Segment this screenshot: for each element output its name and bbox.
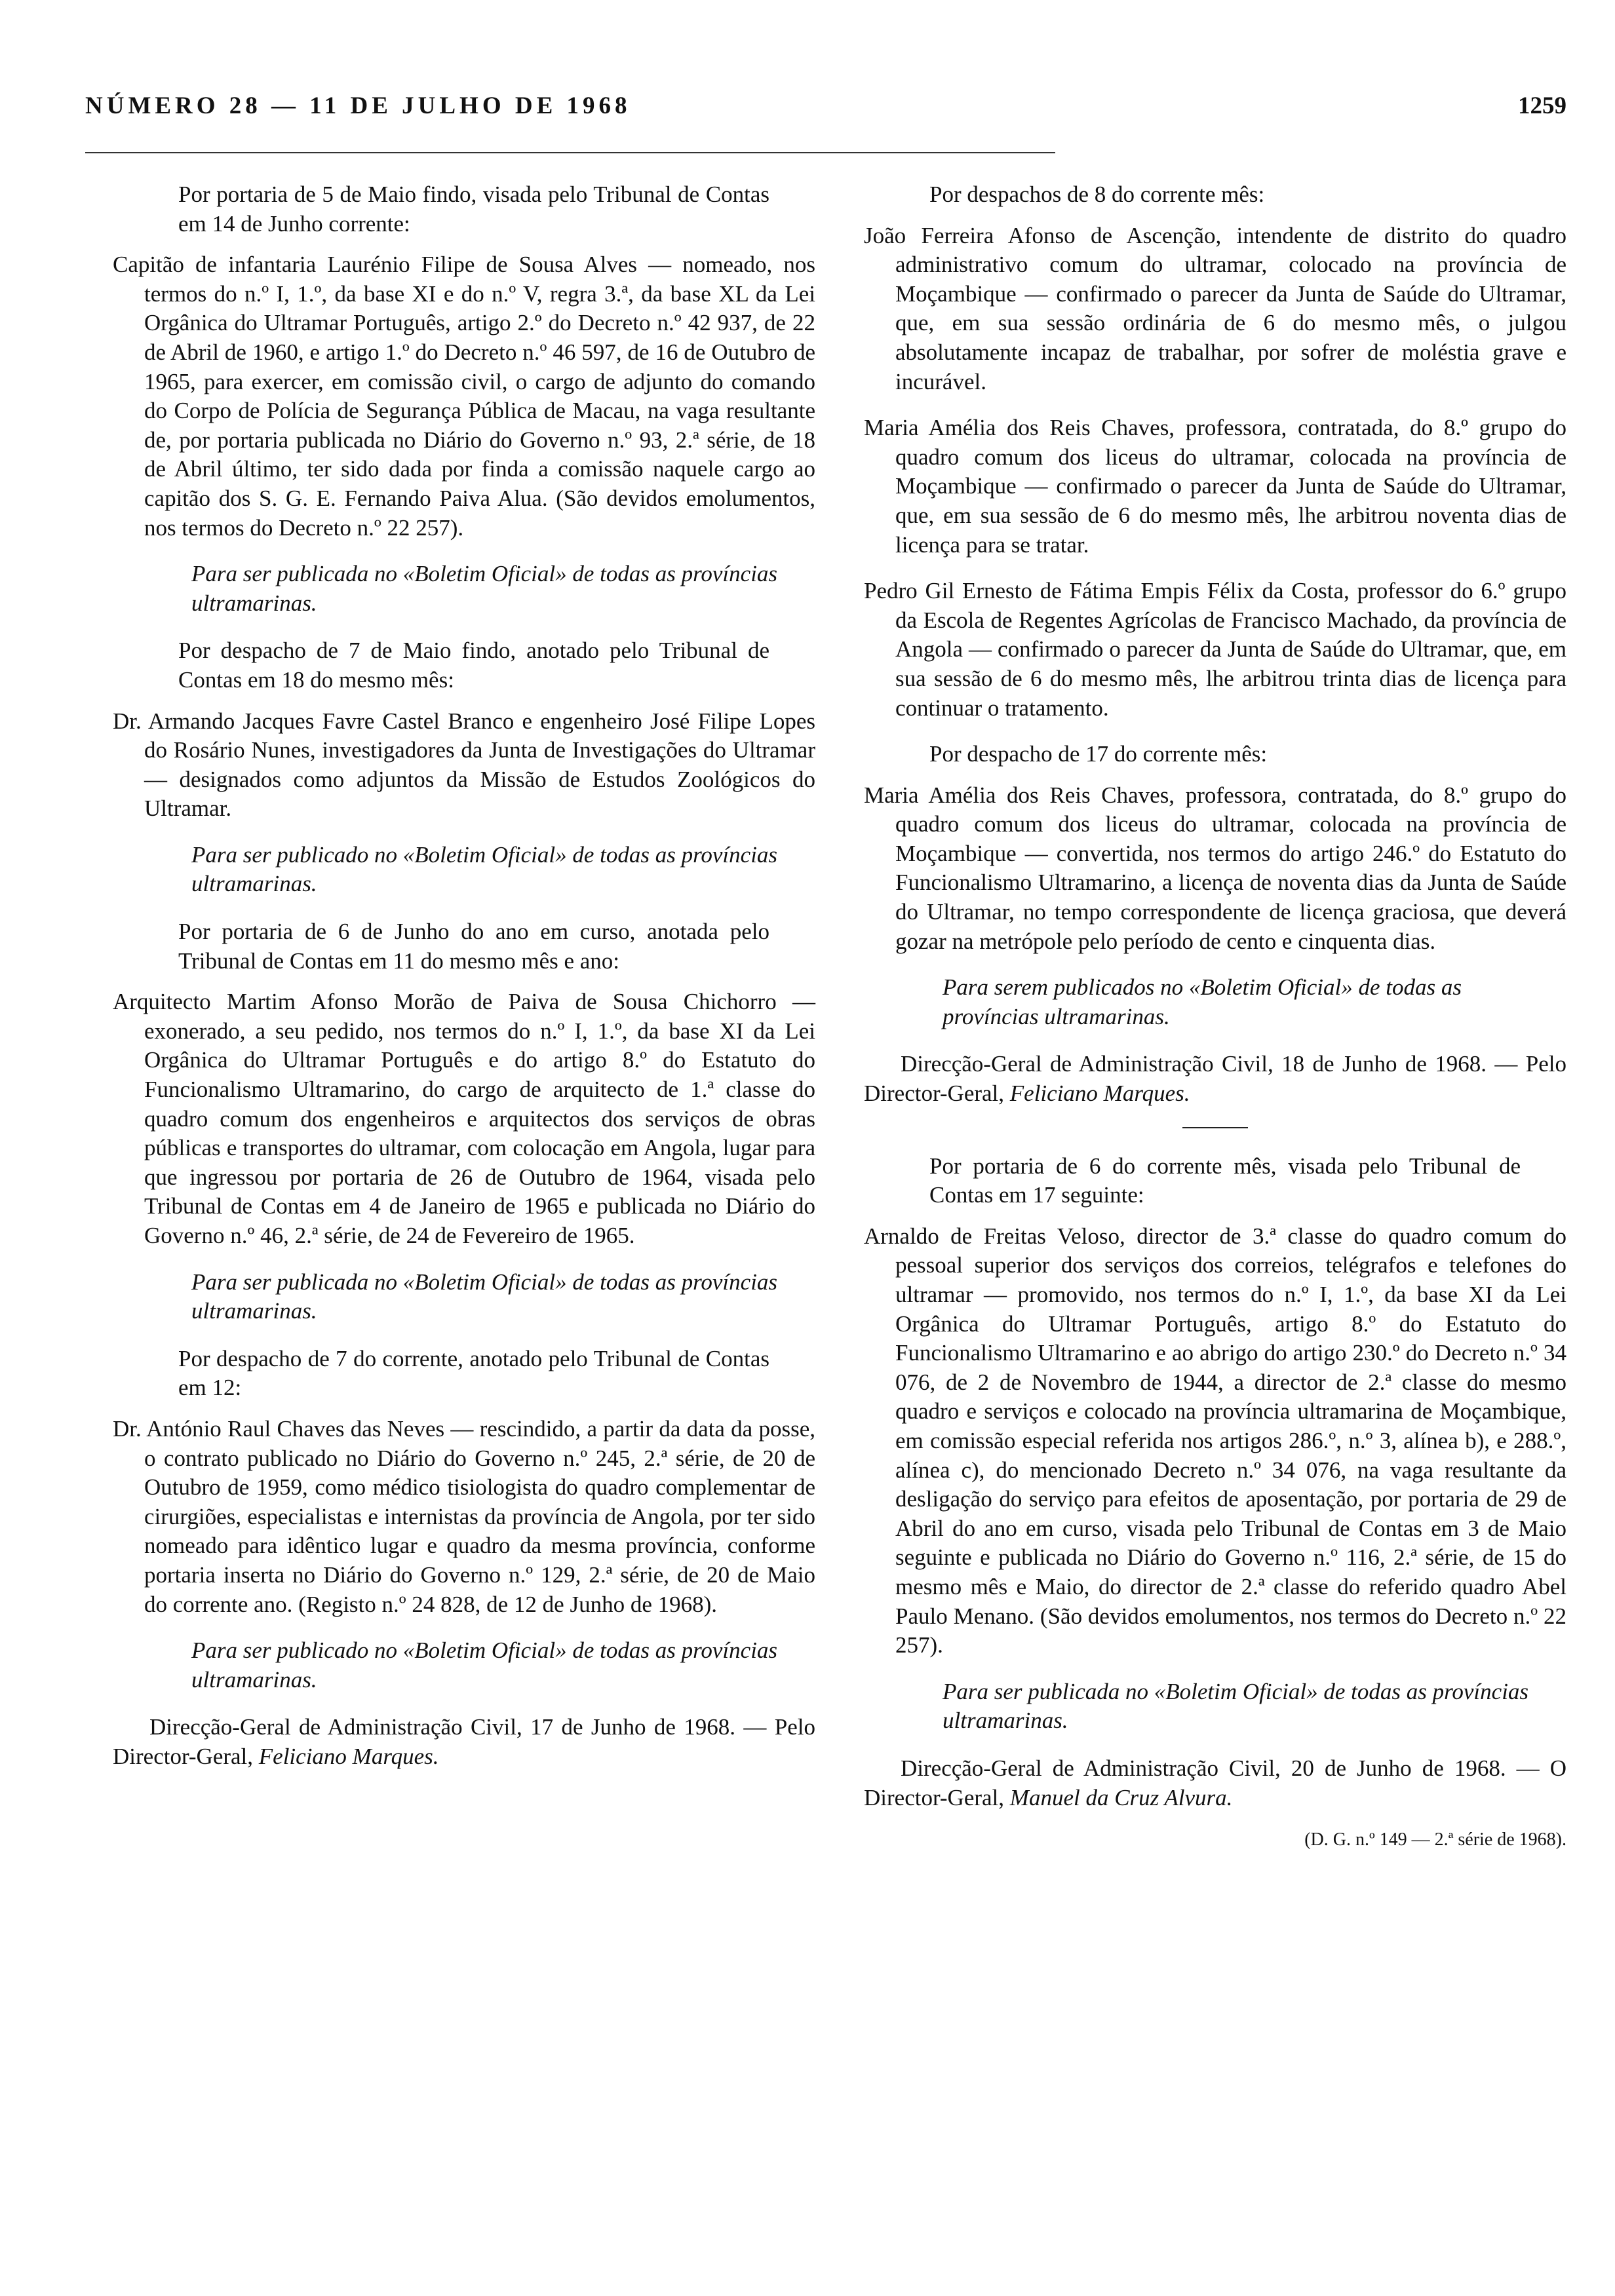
dispatch-entry — [113, 250, 815, 543]
paragraph-text: Para ser publicado no «Boletim Oficial» de todas as províncias ultramarinas. — [191, 1637, 778, 1693]
header-rule — [85, 152, 1055, 153]
paragraph-text: Maria Amélia dos Reis Chaves, professora, contratada, do 8.º grupo do quadro comum dos liceus do ultramar, colocada na província de Moçambique — convertida, nos termos do artigo 246.º do Estatuto do Funcionalismo Ultramarino, a licença de noventa dias da Junta de Saúde do Ultramar, no tempo correspondente de licença graciosa, que deverá gozar na metrópole pelo período de cento e cinquenta dias. — [864, 782, 1566, 954]
paragraph-text: Direcção-Geral de Administração Civil, 18 de Junho de 1968. — Pelo Director-Geral, — [864, 1051, 1566, 1107]
paragraph-text: Por despacho de 7 do corrente, anotado pelo Tribunal de Contas em 12: — [178, 1345, 769, 1401]
paragraph-text: Para ser publicada no «Boletim Oficial» de todas as províncias ultramarinas. — [191, 561, 778, 616]
paragraph-text: Por portaria de 5 de Maio findo, visada pelo Tribunal de Contas em 14 de Junho corrente: — [178, 182, 769, 237]
paragraph-text: (D. G. n.º 149 — 2.ª série de 1968). — [1304, 1829, 1566, 1850]
dispatch-intro — [864, 740, 1566, 769]
paragraph-text: Maria Amélia dos Reis Chaves, professora, contratada, do 8.º grupo do quadro comum dos liceus do ultramar, colocada na província de Moçambique — confirmado o parecer da Junta de Saúde do Ultramar, que, em sua sessão de 6 do mesmo mês, lhe arbitrou noventa dias de licença para se tratar. — [864, 415, 1566, 558]
dispatch-intro — [113, 917, 815, 976]
publication-note — [864, 973, 1566, 1031]
dispatch-entry — [864, 577, 1566, 723]
dispatch-intro — [864, 180, 1566, 210]
paragraph-text: Pedro Gil Ernesto de Fátima Empis Félix da Costa, professor do 6.º grupo da Escola de Regentes Agrícolas de Francisco Machado, da província de Angola — confirmado o parecer da Junta de Saúde do Ultramar, que, em sua sessão de 6 do mesmo mês, lhe arbitrou trinta dias de licença para continuar o tratamento. — [864, 578, 1566, 721]
signature-line — [864, 1754, 1566, 1812]
publication-note — [113, 841, 815, 899]
signature-line — [864, 1050, 1566, 1108]
dispatch-intro — [113, 636, 815, 695]
dispatch-entry — [864, 781, 1566, 957]
signature-line — [113, 1713, 815, 1771]
paragraph-text: Arquitecto Martim Afonso Morão de Paiva de Sousa Chichorro — exonerado, a seu pedido, nos termos do n.º I, 1.º, da base XI da Lei Orgânica do Ultramar Português e do artigo 8.º do Estatuto do Funcionalismo Ultramarino, do cargo de arquitecto de 1.ª classe do quadro comum dos engenheiros e arquitectos dos serviços de obras públicas e transportes do ultramar, com colocação em Angola, lugar para que ingressou por portaria de 26 de Outubro de 1964, visada pelo Tribunal de Contas em 4 de Janeiro de 1965 e publicada no Diário do Governo n.º 46, 2.ª série, de 24 de Fevereiro de 1965. — [113, 989, 815, 1248]
dispatch-entry — [864, 221, 1566, 397]
publication-note — [113, 1636, 815, 1694]
issue-title: NÚMERO 28 — 11 DE JULHO DE 1968 — [85, 92, 631, 119]
reference-note — [864, 1826, 1566, 1855]
paragraph-text: Direcção-Geral de Administração Civil, 20 de Junho de 1968. — O Director-Geral, — [864, 1755, 1566, 1810]
signatory-name: Feliciano Marques. — [258, 1743, 439, 1769]
paragraph-text: Para ser publicada no «Boletim Oficial» de todas as províncias ultramarinas. — [191, 1269, 778, 1324]
right-column — [864, 180, 1566, 1855]
paragraph-text: Por despachos de 8 do corrente mês: — [929, 182, 1265, 207]
signatory-name: Feliciano Marques. — [1009, 1081, 1190, 1107]
dispatch-intro — [864, 1152, 1566, 1210]
dispatch-entry — [864, 413, 1566, 560]
paragraph-text: Capitão de infantaria Laurénio Filipe de Sousa Alves — nomeado, nos termos do n.º I, 1.º, da base XI e do n.º V, regra 3.ª, da base XL da Lei Orgânica do Ultramar Português, artigo 2.º do Decreto n.º 42 937, de 22 de Abril de 1960, e artigo 1.º do Decreto n.º 46 597, de 16 de Outubro de 1965, para exercer, em comissão civil, o cargo de adjunto do comando do Corpo de Polícia de Segurança Pública de Macau, na vaga resultante de, por portaria publicada no Diário do Governo n.º 93, 2.ª série, de 18 de Abril último, ter sido dada por finda a comissão naquele cargo ao capitão dos S. G. E. Fernando Paiva Alua. (São devidos emolumentos, nos termos do Decreto n.º 22 257). — [113, 252, 815, 541]
paragraph-text: Por despacho de 7 de Maio findo, anotado pelo Tribunal de Contas em 18 do mesmo mês: — [178, 638, 769, 693]
publication-note — [113, 560, 815, 618]
paragraph-text: Por portaria de 6 do corrente mês, visada pelo Tribunal de Contas em 17 seguinte: — [929, 1153, 1521, 1208]
paragraph-text: João Ferreira Afonso de Ascenção, intendente de distrito do quadro administrativo comum do ultramar, colocado na província de Moçambique — confirmado o parecer da Junta de Saúde do Ultramar, que, em sua sessão ordinária de 6 do mesmo mês, o julgou absolutamente incapaz de trabalhar, por sofrer de moléstia grave e incurável. — [864, 222, 1566, 394]
dispatch-entry — [113, 707, 815, 824]
signatory-name: Manuel da Cruz Alvura. — [1009, 1784, 1233, 1810]
publication-note — [864, 1677, 1566, 1736]
page-header — [85, 92, 1566, 131]
dispatch-entry — [864, 1222, 1566, 1660]
paragraph-text: Dr. António Raul Chaves das Neves — rescindido, a partir da data da posse, o contrato publicado no Diário do Governo n.º 245, 2.ª série, de 20 de Outubro de 1959, como médico tisiologista do quadro complementar de cirurgiões, especialistas e internistas da província de Angola, por ter sido nomeado para idêntico lugar e quadro da mesma província, conforme portaria inserta no Diário do Governo n.º 129, 2.ª série, de 20 de Maio do corrente ano. (Registo n.º 24 828, de 12 de Junho de 1968). — [113, 1415, 815, 1617]
paragraph-text: Por portaria de 6 de Junho do ano em curso, anotada pelo Tribunal de Contas em 11 do mesmo mês e ano: — [178, 919, 769, 974]
paragraph-text: Dr. Armando Jacques Favre Castel Branco e engenheiro José Filipe Lopes do Rosário Nunes, investigadores da Junta de Investigações do Ultramar — designados como adjuntos da Missão de Estudos Zoológicos do Ultramar. — [113, 708, 815, 822]
section-divider — [1182, 1127, 1248, 1128]
dispatch-entry — [113, 987, 815, 1250]
paragraph-text: Para ser publicada no «Boletim Oficial» de todas as províncias ultramarinas. — [943, 1678, 1529, 1734]
dispatch-entry — [113, 1415, 815, 1619]
dispatch-intro — [113, 180, 815, 239]
paragraph-text: Direcção-Geral de Administração Civil, 17 de Junho de 1968. — Pelo Director-Geral, — [113, 1714, 815, 1769]
left-column — [113, 180, 815, 1778]
paragraph-text: Por despacho de 17 do corrente mês: — [929, 741, 1268, 767]
paragraph-text: Para serem publicados no «Boletim Oficial» de todas as províncias ultramarinas. — [943, 974, 1462, 1029]
publication-note — [113, 1268, 815, 1326]
dispatch-intro — [113, 1345, 815, 1403]
paragraph-text: Para ser publicado no «Boletim Oficial» de todas as províncias ultramarinas. — [191, 841, 778, 897]
paragraph-text: Arnaldo de Freitas Veloso, director de 3.ª classe do quadro comum do pessoal superior dos serviços dos correios, telégrafos e telefones do ultramar — promovido, nos termos do n.º I, 1.º, da base XI da Lei Orgânica do Ultramar Português, artigo 8.º do Estatuto do Funcionalismo Ultramarino e ao abrigo do artigo 230.º do Decreto n.º 34 076, de 2 de Novembro de 1944, a director de 2.ª classe do mesmo quadro e serviços e colocado na província ultramarina de Moçambique, em comissão especial referida nos artigos 286.º, n.º 3, alínea b), e 288.º, alínea c), do mencionado Decreto n.º 34 076, na vaga resultante da desligação do serviço para efeitos de aposentação, por portaria de 29 de Abril do ano em curso, visada pelo Tribunal de Contas em 3 de Maio seguinte e publicada no Diário do Governo n.º 116, 2.ª série, de 15 do mesmo mês e Maio, do director de 2.ª classe do referido quadro Abel Paulo Menano. (São devidos emolumentos, nos termos do Decreto n.º 22 257). — [864, 1223, 1566, 1658]
page-number: 1259 — [1518, 92, 1566, 119]
